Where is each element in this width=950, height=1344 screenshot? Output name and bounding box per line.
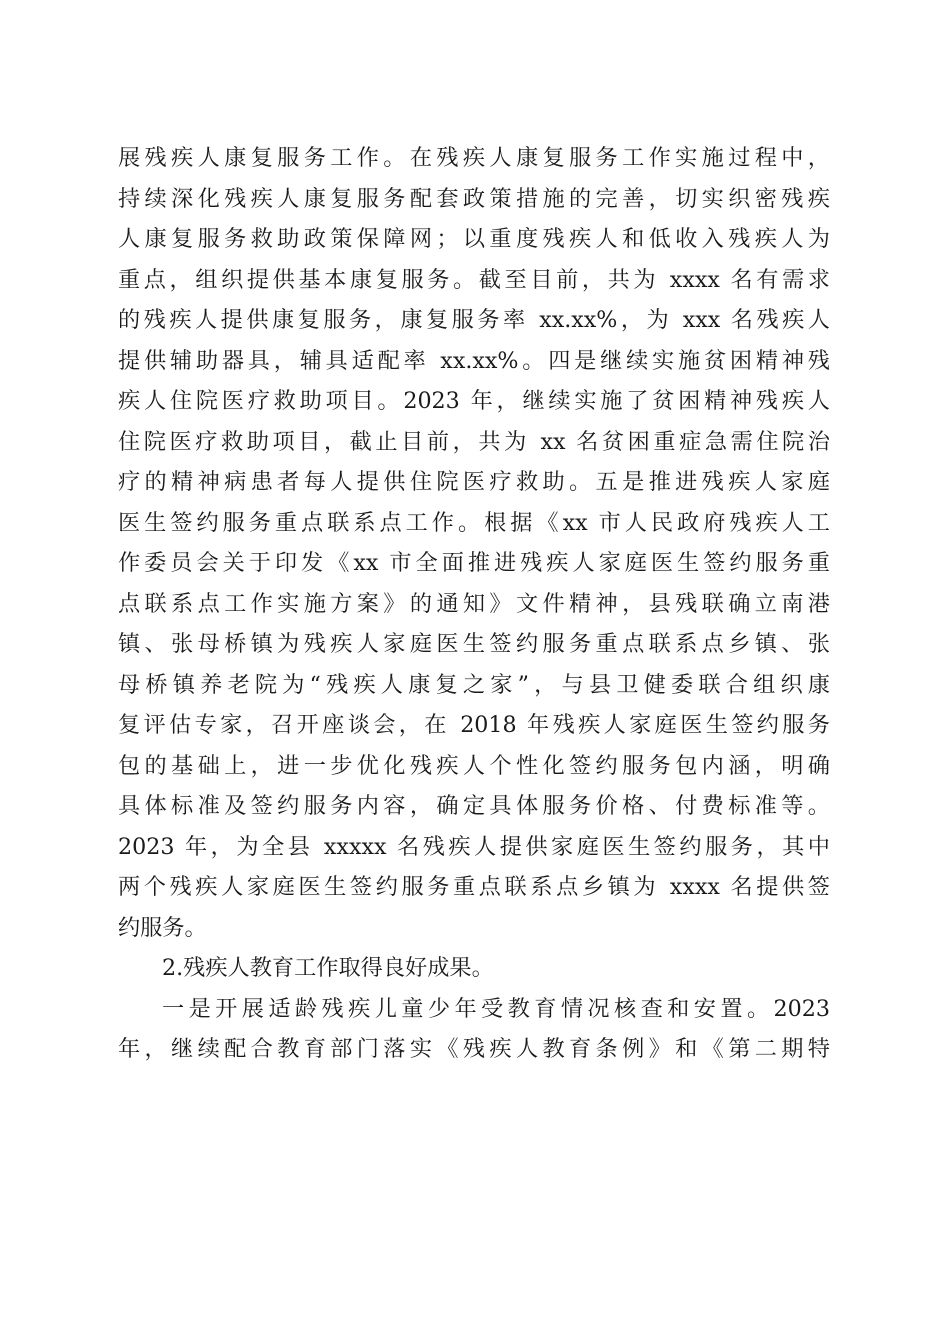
text-line: 提供辅助器具，辅具适配率 xx.xx%。四是继续实施贫困精神残 [118, 347, 830, 374]
text-line: 年，继续配合教育部门落实《残疾人教育条例》和《第二期特 [118, 1036, 830, 1062]
text-line: 医生签约服务重点联系点工作。根据《xx 市人民政府残疾人工 [118, 509, 830, 536]
text-line: 两个残疾人家庭医生签约服务重点联系点乡镇为 xxxx 名提供签 [118, 874, 830, 900]
text-line: 人康复服务救助政策保障网；以重度残疾人和低收入残疾人为 [118, 226, 830, 252]
section-heading-education [118, 948, 830, 989]
text-line: 点联系点工作实施方案》的通知》文件精神，县残联确立南港 [118, 590, 830, 617]
text-line: 具体标准及签约服务内容，确定具体服务价格、付费标准等。 [118, 793, 830, 819]
text-line: 作委员会关于印发《xx 市全面推进残疾人家庭医生签约服务重 [118, 550, 830, 576]
text-line: 重点，组织提供基本康复服务。截至目前，共为 xxxx 名有需求 [118, 266, 830, 293]
document-body [118, 138, 830, 1070]
text-line: 母桥镇养老院为“残疾人康复之家”，与县卫健委联合组织康 [118, 671, 830, 698]
text-line: 包的基础上，进一步优化残疾人个性化签约服务包内涵，明确 [118, 752, 830, 779]
text-line: 住院医疗救助项目，截止目前，共为 xx 名贫困重症急需住院治 [118, 428, 830, 455]
paragraph-education [118, 989, 830, 1070]
text-line: 一是开展适龄残疾儿童少年受教育情况核查和安置。2023 [162, 995, 830, 1022]
text-line: 展残疾人康复服务工作。在残疾人康复服务工作实施过程中， [118, 145, 830, 171]
text-line: 约服务。 [118, 914, 207, 941]
text-line: 持续深化残疾人康复服务配套政策措施的完善，切实织密残疾 [118, 185, 830, 212]
text-line: 疗的精神病患者每人提供住院医疗救助。五是推进残疾人家庭 [118, 469, 830, 495]
text-line: 复评估专家，召开座谈会，在 2018 年残疾人家庭医生签约服务 [118, 712, 830, 738]
text-line: 2023 年，为全县 xxxxx 名残疾人提供家庭医生签约服务，其中 [118, 833, 830, 860]
section-heading: 2.残疾人教育工作取得良好成果。 [162, 955, 494, 981]
text-line: 疾人住院医疗救助项目。2023 年，继续实施了贫困精神残疾人 [118, 388, 830, 414]
paragraph-rehab-services [118, 138, 830, 948]
text-line: 的残疾人提供康复服务，康复服务率 xx.xx%，为 xxx 名残疾人 [118, 307, 830, 333]
text-line: 镇、张母桥镇为残疾人家庭医生签约服务重点联系点乡镇、张 [118, 631, 830, 657]
